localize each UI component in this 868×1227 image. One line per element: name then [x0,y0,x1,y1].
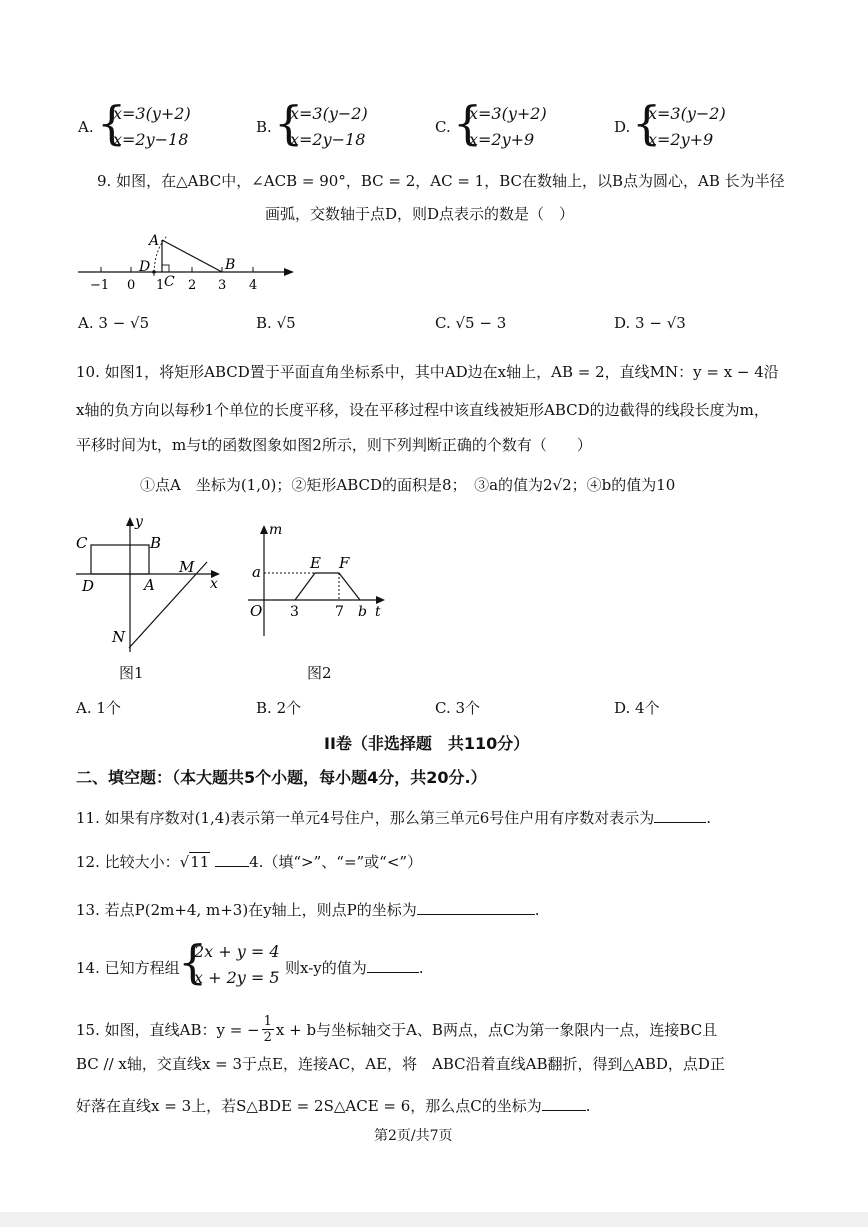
q8-option-d-letter: D. [614,118,631,136]
fig2-m-arrow [260,525,268,534]
q8-option-d-brace: { [632,96,662,150]
q9-line2: 画弧，交数轴于点D，则D点表示的数是（ ） [265,205,575,223]
fig1-y-arrow [126,517,134,526]
fig1-label-n: N [112,628,126,646]
q14-system [194,939,280,991]
q10-figure-2-caption: 图2 [307,664,332,682]
q8-d-eq2: x=2y+9 [648,130,714,149]
fig2-label-m: m [269,522,283,538]
q8-a-eq1: x=3(y+2) [113,104,191,123]
tick-label-2: 2 [188,278,197,293]
point-d [152,270,156,274]
q10-option-a: A. 1个 [76,699,121,717]
q13-text: 13. 若点P(2m+4, m+3)在y轴上，则点P的坐标为 [76,901,417,919]
q8-c-eq1: x=3(y+2) [469,104,547,123]
q8-option-a-brace: { [97,96,127,150]
q15-answer-blank[interactable] [542,1096,586,1111]
q15-line2: BC // x轴，交直线x = 3于点E，连接AC，AE，将 ABC沿着直线AB翻折，得到△ABD，点D正 [76,1055,725,1073]
q15-frac-num: 1 [263,1014,272,1029]
label-a: A [149,233,160,249]
q15-fraction [262,1014,274,1045]
q10-option-b: B. 2个 [256,699,302,717]
q11-end: . [706,809,712,827]
q13 [76,899,540,920]
q13-end: . [534,901,540,919]
q14-end: . [418,959,424,977]
q14-brace: { [178,935,208,989]
q10-statements: ①点A 坐标为(1,0)；②矩形ABCD的面积是8； ③a的值为2√2；④b的值为10 [140,476,676,494]
q12: 12. 比较大小：√11 4.（填“>”、“=”或“<”） [76,853,423,871]
q10-line1: 10. 如图1，将矩形ABCD置于平面直角坐标系中，其中AD边在x轴上，AB = 2，直线MN：y = x − 4沿 [76,363,779,381]
right-angle-mark [162,265,169,272]
q12-text: 12. 比较大小： [76,853,180,871]
fig1-label-d: D [82,577,95,595]
q14-eq1: 2x + y = 4 [194,942,280,961]
q10-option-c: C. 3个 [435,699,481,717]
q12-end: 4.（填“>”、“=”或“<”） [249,853,423,871]
fig1-label-x: x [210,576,218,592]
q8-option-a-letter: A. [78,118,94,136]
tick-label-0: 0 [127,278,136,293]
fig2-label-b: b [358,604,367,620]
q13-answer-blank[interactable] [417,900,535,915]
q8-option-b-brace: { [274,96,304,150]
q10-option-d: D. 4个 [614,699,660,717]
bottom-scan-strip [0,1212,868,1227]
q8-b-eq1: x=3(y−2) [290,104,368,123]
q9-line1: 9. 如图，在△ABC中，∠ACB = 90°，BC = 2，AC = 1，BC在数轴上，以B点为圆心，AB 长为半径 [97,172,785,190]
q8-option-b-letter: B. [256,118,272,136]
fig1-label-c: C [76,534,88,552]
label-b: B [225,257,236,273]
number-line-arrow [284,268,294,276]
q8-option-c-system [469,101,547,153]
q8-a-eq2: x=2y−18 [113,130,189,149]
q9-option-a: A. 3 − √5 [78,314,150,332]
q10-figure-1 [72,510,232,656]
q15-line3-a: 好落在直线x = 3上，若S△BDE = 2S△ACE = 6，那么点C的坐标为 [76,1097,542,1115]
fig1-label-a: A [144,576,155,594]
fig1-label-m: M [179,558,195,576]
fig1-label-y: y [135,514,143,530]
fig2-label-t: t [375,604,381,620]
q11 [76,807,711,828]
q14-tail [270,957,424,978]
fig1-rectangle-abcd [91,545,149,574]
fig1-label-b: B [150,534,162,552]
q15-line1 [76,1014,717,1045]
q15-line1-a: 15. 如图，直线AB：y = − [76,1021,260,1039]
q14-answer-blank[interactable] [367,958,419,973]
q15-frac-den: 2 [263,1030,272,1045]
tick-label-neg1: −1 [90,278,110,293]
q8-b-eq2: x=2y−18 [290,130,366,149]
q10-figure-2 [243,518,393,640]
fill-in-header: 二、填空题：（本大题共5个小题，每小题4分，共20分.） [76,768,487,787]
q15-line3 [76,1095,591,1116]
q14-after: ，则x-y的值为 [270,959,367,977]
fig1-line-mn [129,562,207,648]
q8-option-c-brace: { [453,96,483,150]
fig2-label-3: 3 [290,604,299,620]
q14-eq2: x + 2y = 5 [194,968,280,987]
q9-option-c: C. √5 − 3 [435,314,507,332]
tick-label-1: 1 [156,278,165,293]
q8-option-c-letter: C. [435,118,451,136]
fig2-label-e: E [310,554,321,572]
label-d: D [139,259,151,275]
section-2-title: II卷（非选择题 共110分） [324,734,530,753]
label-c: C [164,274,175,290]
q10-line2: x轴的负方向以每秒1个单位的长度平移，设在平移过程中该直线被矩形ABCD的边截得的线段长度为m， [76,401,769,419]
q12-answer-blank[interactable] [215,852,249,867]
tick-label-4: 4 [249,278,258,293]
q15-line1-b: x + b与坐标轴交于A、B两点，点C为第一象限内一点，连接BC且 [275,1021,718,1039]
fig2-label-o: O [250,602,263,620]
q8-c-eq2: x=2y+9 [469,130,535,149]
q8-d-eq1: x=3(y−2) [648,104,726,123]
q15-line3-b: . [585,1097,591,1115]
fig2-graph-m-t [295,573,360,600]
q12-radicand: 11 [190,853,210,871]
q11-answer-blank[interactable] [654,808,706,823]
q10-figure-1-caption: 图1 [119,664,144,682]
q9-option-d: D. 3 − √3 [614,314,686,332]
q14-text: 14. 已知方程组 [76,959,180,977]
q9-number-line-figure [70,228,310,298]
q11-text: 11. 如果有序数对(1,4)表示第一单元4号住户，那么第三单元6号住户用有序数对表示为 [76,809,655,827]
q10-line3: 平移时间为t，m与t的函数图象如图2所示，则下列判断正确的个数有（ ） [76,436,592,454]
fig2-t-arrow [376,596,385,604]
fig2-label-7: 7 [335,604,344,620]
q8-option-a-system [113,101,191,153]
q9-option-b: B. √5 [256,314,296,332]
tick-label-3: 3 [218,278,227,293]
q8-option-b-system [290,101,368,153]
fig2-label-f: F [339,554,350,572]
fig2-label-a: a [252,563,261,581]
q8-option-d-system [648,101,726,153]
page-footer: 第2页/共7页 [374,1128,453,1144]
